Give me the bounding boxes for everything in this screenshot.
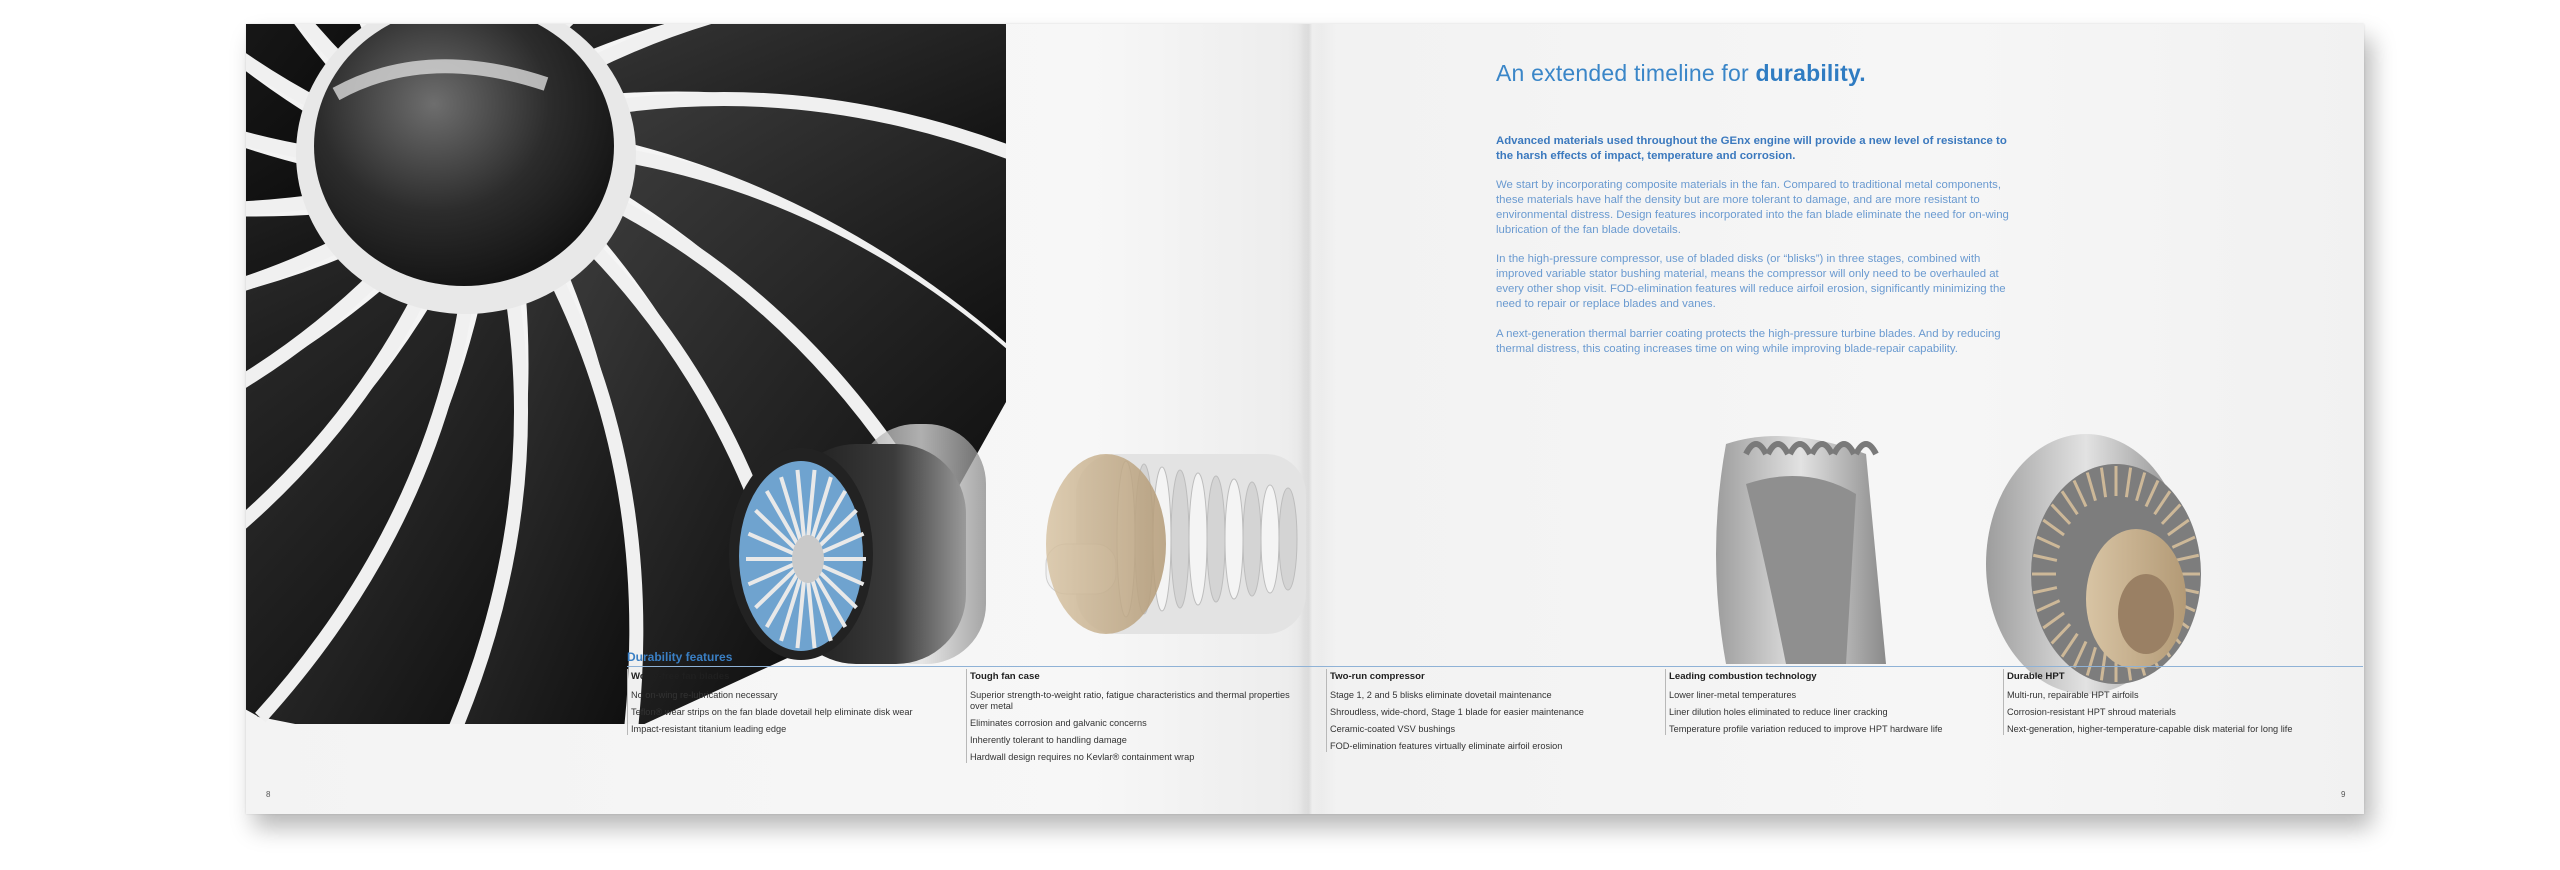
feature-item: Next-generation, higher-temperature-capable disk material for long life	[2007, 724, 2293, 734]
feature-item: Eliminates corrosion and galvanic concerns	[970, 718, 1147, 728]
feature-item: Ceramic-coated VSV bushings	[1330, 724, 1456, 734]
heading-emphasis: durability.	[1755, 60, 1866, 86]
feature-item: Superior strength-to-weight ratio, fatigue characteristics and thermal properties over metal	[970, 690, 1290, 711]
body-paragraph-turbine: A next-generation thermal barrier coating protects the high-pressure turbine blades. And by reducing thermal distress, this coating increases time on wing while improving blade-repair capability.	[1496, 328, 2001, 355]
feature-column-title: Tough fan case	[970, 671, 1040, 682]
feature-item: Hardwall design requires no Kevlar® containment wrap	[970, 752, 1195, 762]
lead-paragraph: Advanced materials used throughout the GEnx engine will provide a new level of resistance to the harsh effects of impact, temperature and corrosion.	[1496, 135, 2007, 162]
features-divider	[627, 666, 2363, 667]
combustor-illustration	[1716, 436, 1886, 664]
feature-item: Shroudless, wide-chord, Stage 1 blade for easier maintenance	[1330, 707, 1584, 717]
feature-item: Liner dilution holes eliminated to reduce liner cracking	[1669, 707, 1888, 717]
feature-column-title: Durable HPT	[2007, 671, 2065, 682]
feature-item: Teflon® wear strips on the fan blade dovetail help eliminate disk wear	[631, 707, 913, 717]
body-paragraph-fan: We start by incorporating composite materials in the fan. Compared to traditional metal components, these materials have half the density but are more tolerant to damage, and are more resistant to environmental distress. Design features incorporated into the fan blade eliminate the need for on-wing lubrication of the fan blade dovetails.	[1496, 179, 2009, 236]
feature-column-fan-blades	[627, 669, 949, 735]
feature-item: Corrosion-resistant HPT shroud materials	[2007, 707, 2176, 717]
feature-item: Inherently tolerant to handling damage	[970, 735, 1127, 745]
features-title: Durability features	[627, 650, 733, 664]
brochure-spread	[246, 24, 2364, 814]
page-number-right: 9	[2341, 790, 2346, 799]
feature-item: Multi-run, repairable HPT airfoils	[2007, 690, 2139, 700]
page-heading: An extended timeline for durability.	[1496, 60, 1866, 86]
hpt-illustration	[1986, 434, 2201, 694]
compressor-illustration	[1046, 454, 1306, 634]
feature-column-title: Two-run compressor	[1330, 671, 1425, 682]
page-number-left: 8	[266, 790, 271, 799]
feature-column-combustion	[1665, 669, 1979, 735]
feature-column-hpt	[2003, 669, 2347, 735]
feature-item: Lower liner-metal temperatures	[1669, 690, 1797, 700]
feature-item: No on-wing re-lubrication necessary	[631, 690, 778, 700]
feature-item: Stage 1, 2 and 5 blisks eliminate dovetail maintenance	[1330, 690, 1552, 700]
body-paragraph-compressor: In the high-pressure compressor, use of bladed disks (or “blisks”) in three stages, combined with improved variable stator bushing material, means the compressor will only need to be overhauled at every other shop visit. FOD-elimination features will reduce airfoil erosion, significantly minimizing the need to repair or replace blades and vanes.	[1496, 253, 2006, 310]
feature-column-title: Worry-free fan blades	[631, 671, 730, 682]
feature-item: FOD-elimination features virtually eliminate airfoil erosion	[1330, 741, 1563, 751]
feature-item: Impact-resistant titanium leading edge	[631, 724, 787, 734]
feature-item: Temperature profile variation reduced to improve HPT hardware life	[1669, 724, 1943, 734]
feature-column-fan-case	[966, 669, 1296, 763]
feature-column-title: Leading combustion technology	[1669, 671, 1817, 682]
feature-column-compressor	[1326, 669, 1640, 752]
